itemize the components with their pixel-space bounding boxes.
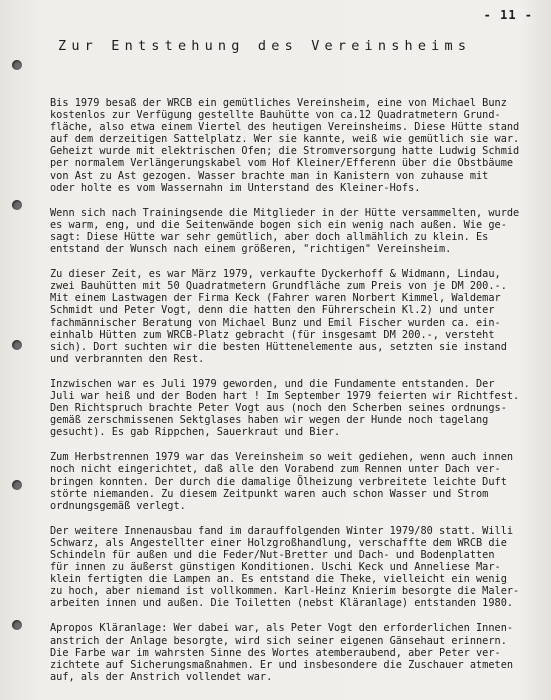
punch-hole [12, 620, 22, 630]
text-line: für innen zu äußerst günstigen Konditionen. Uschi Keck und Anneliese Mar- [50, 561, 501, 574]
punch-hole [12, 60, 22, 70]
text-line: zwei Bauhütten mit 50 Quadratmetern Grundfläche zum Preis von je DM 200.-. [50, 280, 507, 293]
text-line: Schindeln für außen und die Feder/Nut-Bretter und Dach- und Bodenplatten [50, 549, 495, 561]
text-line: Der weitere Innenausbau fand im darauffolgenden Winter 1979/80 statt. Willi [50, 524, 514, 537]
text-line: zichtete auf Sicherungsmaßnahmen. Er und insbesondere die Zuschauer atmeten [50, 658, 514, 671]
text-line: oder holte es vom Wassernahn im Unterstand des Kleiner-Hofs. [50, 181, 421, 194]
text-line: Wenn sich nach Trainingsende die Mitglieder in der Hütte versammelten, wurde [50, 206, 520, 219]
text-line: zu hoch, aber niemand ist vollkommen. Karl-Heinz Knierim besorgte die Maler- [50, 585, 520, 598]
text-line: Schmidt und Peter Vogt, denn die hatten den Führerschein Kl.2) und unter [50, 304, 495, 317]
paragraph [50, 207, 542, 255]
paragraph [50, 97, 542, 194]
text-line: Zu dieser Zeit, es war März 1979, verkaufte Dyckerhoff & Widmann, Lindau, [50, 268, 501, 281]
text-line: Zum Herbstrennen 1979 war das Vereinsheim so weit gediehen, wenn auch innen [50, 451, 514, 464]
paragraph [50, 622, 542, 682]
text-line: Geheizt wurde mit elektrischen Ofen; die Stromversorgung hatte Ludwig Schmid [50, 145, 520, 158]
text-line: arbeiten innen und außen. Die Toiletten (nebst Kläranlage) entstanden 1980. [50, 597, 514, 610]
text-line: es warm, eng, und die Seitenwände bogen sich ein wenig nach außen. Wie ge- [50, 218, 507, 231]
text-line: noch nicht eingerichtet, daß alle den Vorabend zum Rennen unter Dach ver- [50, 463, 501, 476]
text-line: auf dem derzeitigen Sattelplatz. Wer sie kannte, weiß wie gemütlich sie war. [50, 133, 520, 146]
paragraph [50, 378, 542, 438]
text-line: Apropos Kläranlage: Wer dabei war, als Peter Vogt den erforderlichen Innen- [50, 622, 514, 635]
page-number: - 11 - [483, 8, 533, 22]
text-line: sagt: Diese Hütte war sehr gemütlich, aber doch allmählich zu klein. Es [50, 230, 489, 243]
text-line: bringen konnten. Der durch die damalige Ölheizung verbreitete leichte Duft [50, 475, 507, 488]
text-line: von Ast zu Ast gezogen. Wasser brachte man in Kanistern von zuhause mit [50, 169, 489, 182]
text-line: Bis 1979 besaß der WRCB ein gemütliches Vereinsheim, eine von Michael Bunz [50, 97, 507, 109]
binding-holes [10, 0, 24, 700]
paragraph [50, 525, 542, 610]
text-line: Mit einem Lastwagen der Firma Keck (Fahrer waren Norbert Kimmel, Waldemar [50, 292, 501, 305]
text-line: Inzwischen war es Juli 1979 geworden, und die Fundamente entstanden. Der [50, 377, 495, 390]
text-line: fläche, also etwa einem Viertel des heutigen Vereinsheims. Diese Hütte stand [50, 121, 520, 134]
text-line: und verbrannten den Rest. [50, 352, 205, 365]
text-line: kostenlos zur Verfügung gestellte Bauhütte von ca.12 Quadratmetern Grund- [50, 109, 501, 122]
text-line: gemäß zerschmissenen Sektglases haben wir wegen der Hunde noch tagelang [50, 414, 489, 427]
text-line: entstand der Wunsch nach einem größeren, "richtigen" Vereinsheim. [50, 243, 452, 256]
article-body [50, 97, 542, 696]
text-line: Schwarz, als Angestellter einer Holzgroßhandlung, verschaffte dem WRCB die [50, 536, 507, 549]
text-line: Die Farbe war im wahrsten Sinne des Wortes atemberaubend, aber Peter ver- [50, 646, 501, 659]
page-title: Zur Entstehung des Vereinsheims [58, 38, 472, 54]
text-line: Juli war heiß und der Boden hart ! Im September 1979 feierten wir Richtfest. [50, 389, 520, 402]
text-line: anstrich der Anlage besorgte, wird sich seiner eigenen Gänsehaut erinnern. [50, 634, 507, 647]
text-line: auf, als der Anstrich vollendet war. [50, 670, 273, 683]
text-line: störte niemanden. Zu diesem Zeitpunkt waren auch schon Wasser und Strom [50, 487, 489, 500]
text-line: einhalb Hütten zum WRCB-Platz gebracht (für insgesamt DM 200.-, versteht [50, 328, 495, 341]
punch-hole [12, 480, 22, 490]
text-line: sich). Dort suchten wir die besten Hüttenelemente aus, setzten sie instand [50, 340, 507, 353]
text-line: klein fertigten die Lampen an. Es entstand die Theke, vielleicht ein wenig [50, 573, 507, 586]
punch-hole [12, 340, 22, 350]
punch-hole [12, 200, 22, 210]
text-line: per normalem Verlängerungskabel vom Hof Kleiner/Efferenn über die Obstbäume [50, 157, 514, 170]
text-line: fachmännischer Beratung von Michael Bunz und Emil Fischer wurden ca. ein- [50, 316, 501, 329]
text-line: ordnungsgemäß verlegt. [50, 499, 186, 512]
text-line: Den Richtspruch brachte Peter Vogt aus (noch den Scherben seines ordnungs- [50, 402, 507, 415]
paragraph [50, 268, 542, 365]
text-line: gesucht). Es gab Rippchen, Sauerkraut und Bier. [50, 426, 341, 439]
paragraph [50, 451, 542, 511]
